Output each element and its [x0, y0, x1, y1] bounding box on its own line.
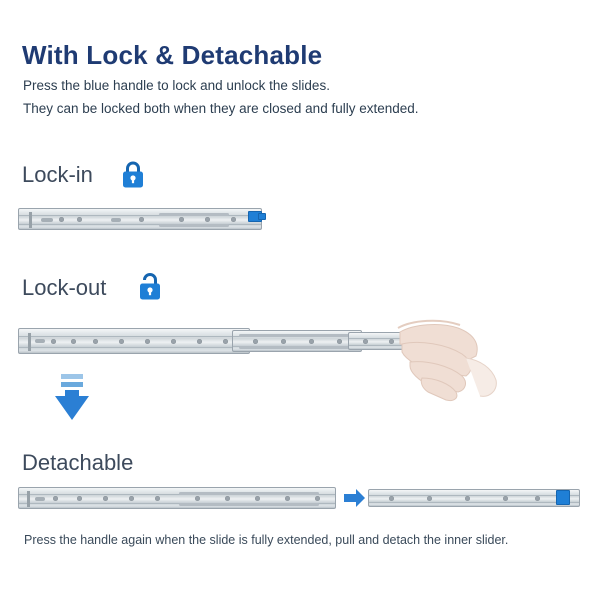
blue-handle-lock-in-tip[interactable] — [258, 213, 266, 220]
closed-padlock-icon — [120, 160, 146, 190]
drawer-slide-detached-inner — [368, 489, 580, 507]
down-arrow-icon — [52, 374, 92, 422]
section-label-detachable: Detachable — [22, 450, 134, 475]
subtitle-line-2: They can be locked both when they are closed and fully extended. — [23, 101, 419, 116]
section-label-lock-in: Lock-in — [22, 162, 93, 187]
drawer-slide-middle-member — [232, 330, 362, 352]
footer-note: Press the handle again when the slide is fully extended, pull and detach the inner slider. — [24, 533, 509, 547]
subtitle-line-1: Press the blue handle to lock and unlock the slides. — [23, 78, 330, 93]
hand-illustration — [396, 316, 516, 406]
right-arrow-icon — [344, 488, 366, 508]
section-label-lock-out: Lock-out — [22, 275, 107, 300]
drawer-slide-closed — [18, 208, 262, 230]
blue-handle-detached[interactable] — [556, 490, 570, 505]
drawer-slide-outer-member — [18, 328, 250, 354]
open-padlock-icon — [137, 272, 163, 302]
drawer-slide-extended — [18, 487, 336, 509]
page-title: With Lock & Detachable — [22, 40, 323, 70]
